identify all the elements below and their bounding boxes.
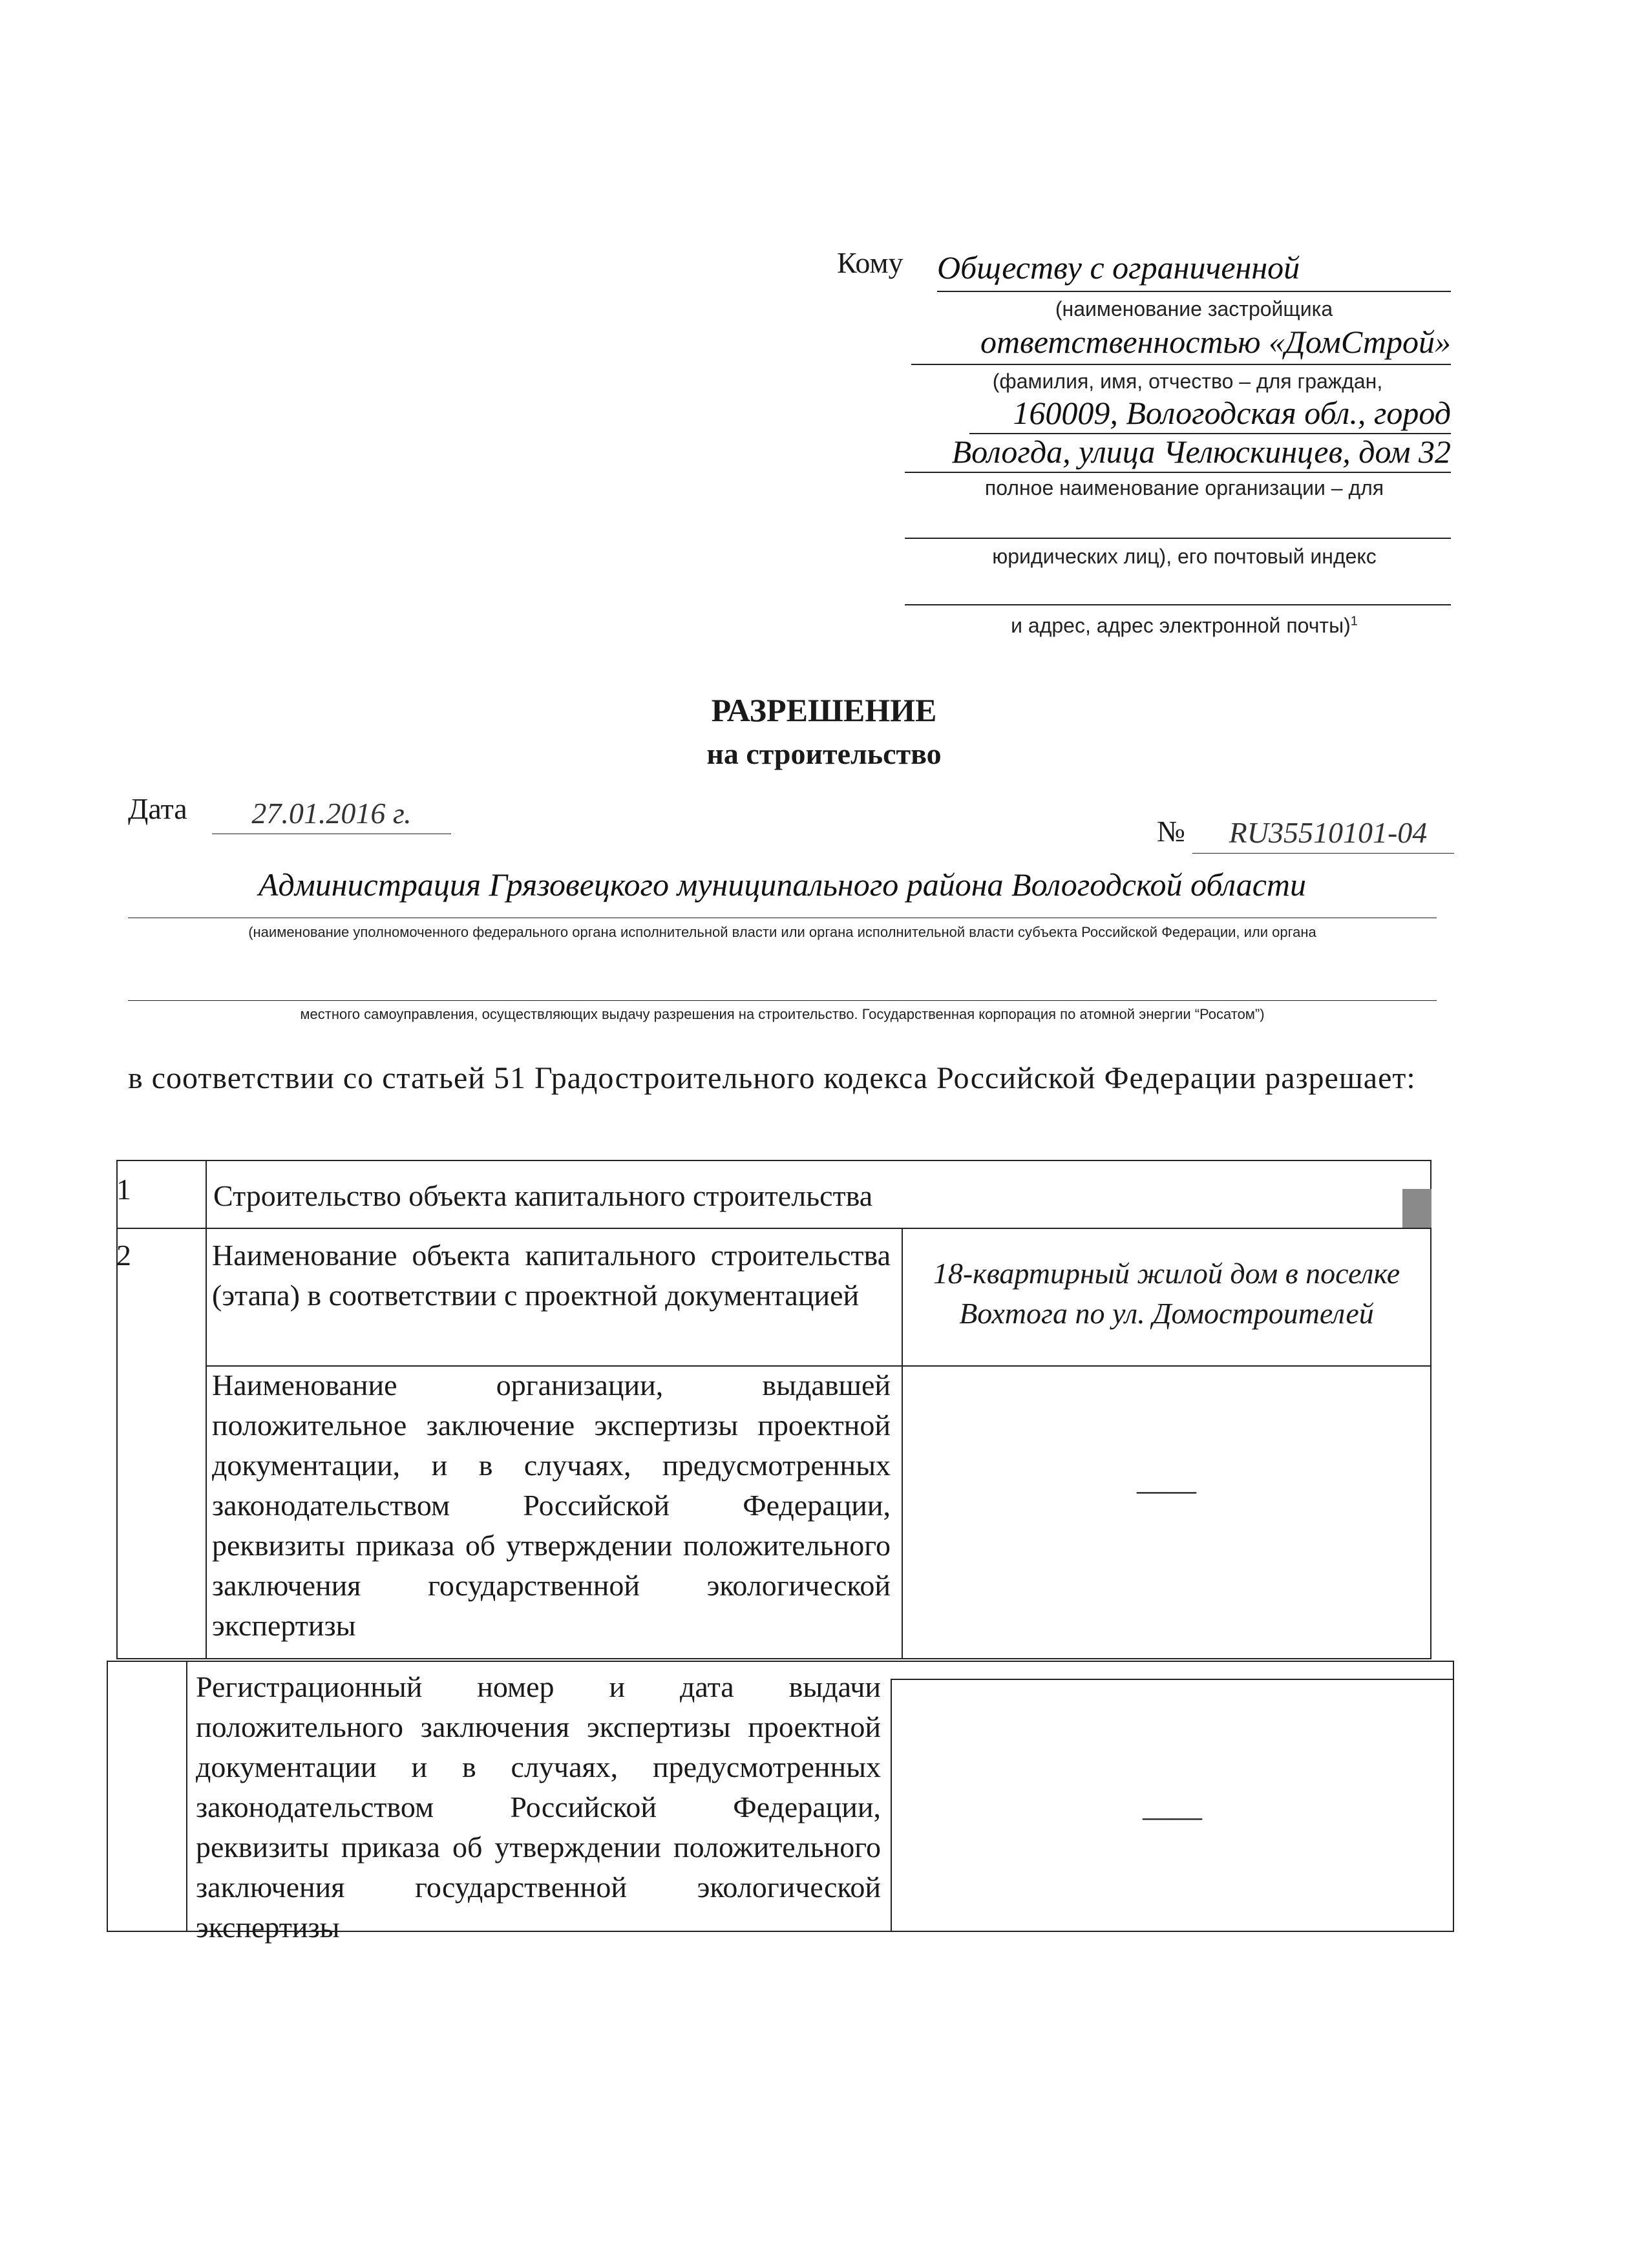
number-label: №: [1157, 815, 1185, 848]
row1-number: 1: [116, 1173, 131, 1206]
number-value: RU35510101-04: [1229, 816, 1428, 849]
addressee-underline-2: [911, 364, 1451, 365]
row3-value: ——: [1137, 1473, 1196, 1506]
authority-caption-1: (наименование уполномоченного федерального органа исполнительной власти или органа исполнительной власти субъекта Российской Федерации, или органа: [248, 924, 1316, 940]
footnote-mark: 1: [1350, 614, 1358, 629]
table-col-divider-value: [902, 1228, 903, 1659]
addressee-underline-6: [905, 604, 1451, 605]
document-title: РАЗРЕШЕНИЕ: [711, 692, 937, 728]
row2-label: Наименование объекта капитального строительства (этапа) в соответствии с проектной документацией: [212, 1239, 891, 1312]
row4-label: Регистрационный номер и дата выдачи положительного заключения экспертизы проектной документации и в случаях, предусмотренных законодательством Российской Федерации, реквизиты приказа об утверждении положительного заключения государственной экологической экспертизы: [196, 1670, 881, 1944]
addressee-line-3: 160009, Вологодская обл., город: [1013, 395, 1451, 431]
row2-value: 18-квартирный жилой дом в поселке Вохтога по ул. Домостроителей: [933, 1257, 1400, 1330]
authority-name: Администрация Грязовецкого муниципального района Вологодской области: [258, 866, 1307, 903]
date-value: 27.01.2016 г.: [251, 797, 412, 830]
date-label: Дата: [128, 792, 187, 825]
addressee-underline-4: [905, 472, 1451, 473]
authority-underline-2: [128, 1000, 1437, 1001]
row4-value: ——: [1143, 1800, 1202, 1832]
table2-col-divider-num: [186, 1661, 187, 1932]
table-row-divider-1: [116, 1228, 1431, 1229]
number-underline: [1192, 853, 1454, 854]
addressee-underline-1: [937, 291, 1451, 292]
addressee-caption-3: полное наименование организации – для: [984, 476, 1384, 499]
addressee-caption-1: (наименование застройщика: [1055, 297, 1333, 320]
addressee-line-2: ответственностью «ДомСтрой»: [980, 324, 1451, 360]
addressee-line-1: Обществу с ограниченной: [937, 249, 1300, 286]
row2-number: 2: [116, 1239, 131, 1272]
addressee-caption-5: и адрес, адрес электронной почты): [1011, 614, 1351, 637]
row3-label: Наименование организации, выдавшей положительное заключение экспертизы проектной документации, и в случаях, предусмотренных законодательством Российской Федерации, реквизиты приказа об утверждении положительного заключения государственной экологической экспертизы: [212, 1369, 891, 1642]
addressee-caption-4: юридических лиц), его почтовый индекс: [992, 545, 1377, 568]
table-col-divider-num: [206, 1160, 207, 1659]
document-subtitle: на строительство: [706, 737, 942, 770]
table-shaded-cell: [1402, 1189, 1431, 1228]
row1-text: Строительство объекта капитального строительства: [213, 1179, 873, 1212]
addressee-label: Кому: [837, 246, 903, 279]
authority-caption-2: местного самоуправления, осуществляющих выдачу разрешения на строительство. Государственная корпорация по атомной энергии “Росатом”): [300, 1006, 1265, 1022]
addressee-caption-2: (фамилия, имя, отчество – для граждан,: [992, 370, 1383, 393]
addressee-line-4: Вологда, улица Челюскинцев, дом 32: [951, 434, 1451, 470]
addressee-caption-5-wrap: [918, 614, 1451, 638]
preamble-text: в соответствии со статьей 51 Градостроительного кодекса Российской Федерации разрешает:: [128, 1061, 1416, 1095]
addressee-underline-5: [905, 538, 1451, 539]
table2-value-top: [891, 1679, 1454, 1680]
